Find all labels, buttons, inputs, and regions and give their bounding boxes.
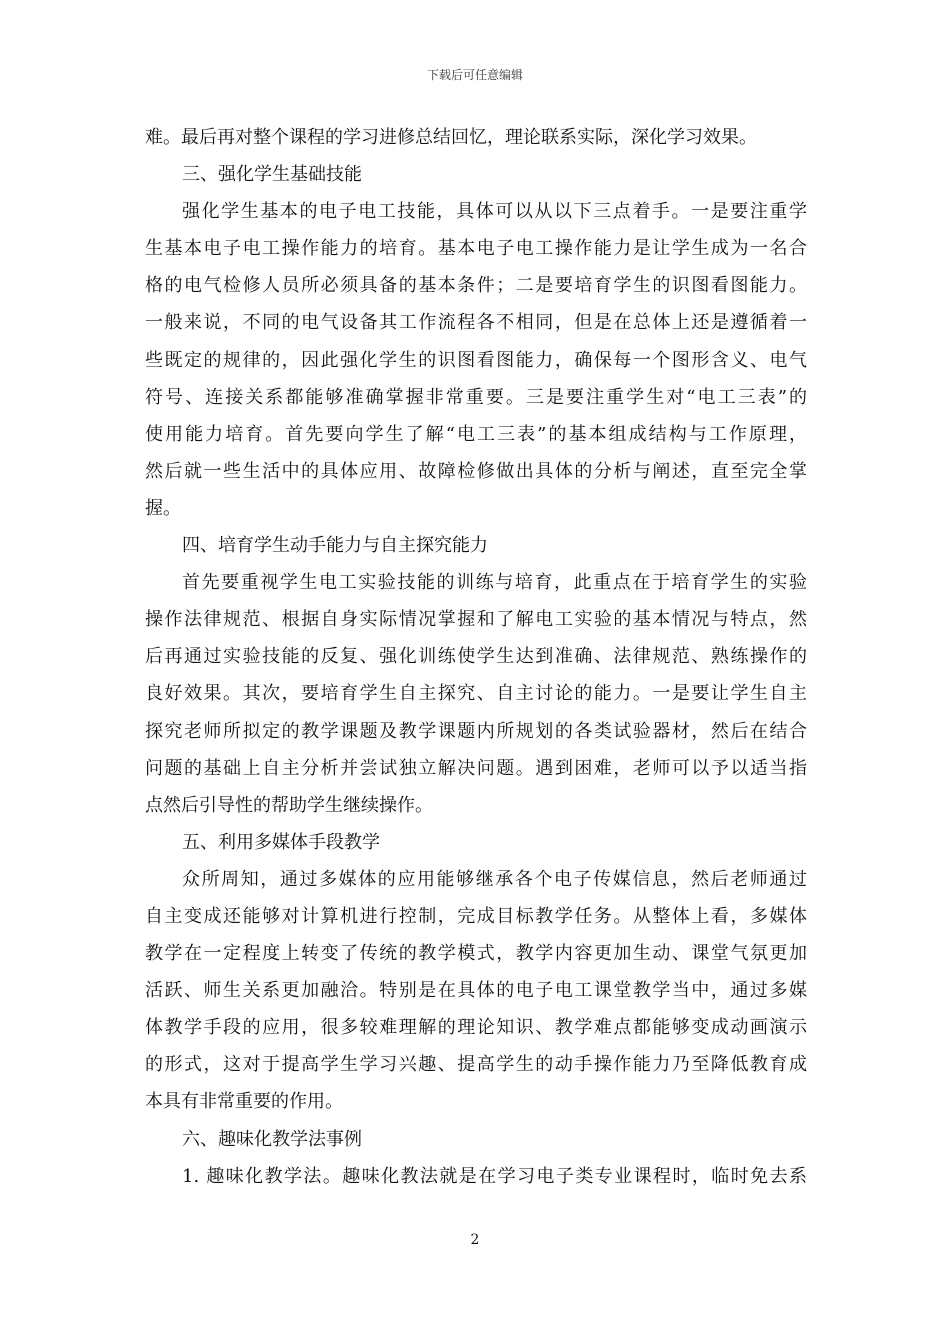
text-line: 握。 xyxy=(145,497,181,519)
text-line: 本具有非常重要的作用。 xyxy=(145,1091,343,1113)
text-line: 的形式，这对于提高学生学习兴趣、提高学生的动手操作能力乃至降低教育成 xyxy=(145,1054,807,1076)
text-line: 一般来说，不同的电气设备其工作流程各不相同，但是在总体上还是遵循着一 xyxy=(145,312,807,334)
text-line: 良好效果。其次，要培育学生自主探究、自主讨论的能力。一是要让学生自主 xyxy=(145,683,807,705)
text-line: 六、趣味化教学法事例 xyxy=(182,1128,362,1150)
text-line: 五、利用多媒体手段教学 xyxy=(182,831,380,853)
text-line: 格的电气检修人员所必须具备的基本条件；二是要培育学生的识图看图能力。 xyxy=(145,275,807,297)
text-line: 然后就一些生活中的具体应用、故障检修做出具体的分析与阐述，直至完全掌 xyxy=(145,460,807,482)
page-number: 2 xyxy=(470,1232,480,1248)
text-line: 首先要重视学生电工实验技能的训练与培育，此重点在于培育学生的实验 xyxy=(182,572,807,594)
text-line: 操作法律规范、根据自身实际情况掌握和了解电工实验的基本情况与特点，然 xyxy=(145,609,807,631)
text-line: 活跃、师生关系更加融洽。特别是在具体的电子电工课堂教学当中，通过多媒 xyxy=(145,980,807,1002)
text-line: 难。最后再对整个课程的学习进修总结回忆，理论联系实际，深化学习效果。 xyxy=(145,127,757,148)
text-line: 强化学生基本的电子电工技能，具体可以从以下三点着手。一是要注重学 xyxy=(182,201,807,223)
text-line: 点然后引导性的帮助学生继续操作。 xyxy=(145,794,433,816)
text-line: 1. 趣味化教学法。趣味化教法就是在学习电子类专业课程时，临时免去系 xyxy=(182,1165,807,1187)
text-line: 三、强化学生基础技能 xyxy=(182,164,362,186)
text-line: 符号、连接关系都能够准确掌握非常重要。三是要注重学生对“电工三表”的 xyxy=(145,386,807,408)
text-line: 生基本电子电工操作能力的培育。基本电子电工操作能力是让学生成为一名合 xyxy=(145,238,807,260)
text-line: 些既定的规律的，因此强化学生的识图看图能力，确保每一个图形含义、电气 xyxy=(145,349,807,371)
document-body xyxy=(145,119,807,1195)
text-line: 众所周知，通过多媒体的应用能够继承各个电子传媒信息，然后老师通过 xyxy=(182,868,807,890)
text-line: 探究老师所拟定的教学课题及教学课题内所规划的各类试验器材，然后在结合 xyxy=(145,720,807,742)
text-line: 问题的基础上自主分析并尝试独立解决问题。遇到困难，老师可以予以适当指 xyxy=(145,757,807,779)
text-line: 四、培育学生动手能力与自主探究能力 xyxy=(182,535,488,557)
text-line: 体教学手段的应用，很多较难理解的理论知识、教学难点都能够变成动画演示 xyxy=(145,1017,807,1039)
text-line: 自主变成还能够对计算机进行控制，完成目标教学任务。从整体上看，多媒体 xyxy=(145,905,807,927)
text-line: 教学在一定程度上转变了传统的教学模式，教学内容更加生动、课堂气氛更加 xyxy=(145,943,807,965)
page-header: 下载后可任意编辑 xyxy=(426,68,523,82)
text-line: 后再通过实验技能的反复、强化训练使学生达到准确、法律规范、熟练操作的 xyxy=(145,646,807,668)
text-line: 使用能力培育。首先要向学生了解“电工三表”的基本组成结构与工作原理， xyxy=(145,423,807,445)
